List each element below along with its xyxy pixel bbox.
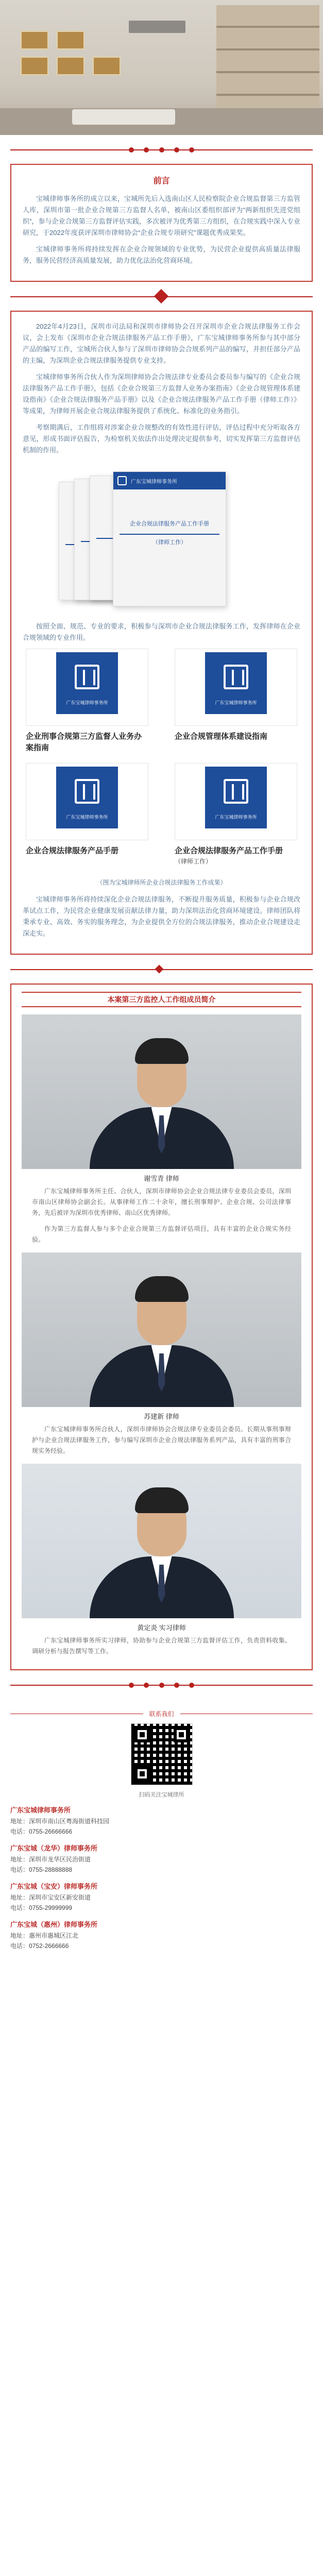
firm-logo-icon (224, 665, 248, 689)
intro-box (10, 164, 313, 282)
firm-logo-icon (117, 476, 127, 485)
cover-title: 企业合规管理体系建设指南 (175, 733, 268, 741)
office-phone[interactable]: 电话：0755-26666666 (10, 1828, 73, 1835)
office-address: 地址：深圳市宝安区新安街道 (10, 1894, 91, 1901)
display-shelf (216, 5, 319, 108)
award-plaque (93, 57, 121, 75)
office-entry (10, 1805, 313, 1837)
handbook-cover (175, 649, 297, 754)
handbook-covers-grid (23, 649, 300, 875)
handbook-cover (26, 649, 148, 754)
book-header: 广东宝城律师事务所 (131, 479, 177, 485)
member-name: 黄定炎 实习律师 (137, 1624, 186, 1632)
handbook-stack-photo (23, 461, 300, 616)
member-name: 谢雪青 律师 (144, 1175, 179, 1182)
qr-note: 扫码关注宝城律所 (139, 1792, 184, 1798)
qr-wrapper (0, 1723, 323, 1785)
member-bio: 作为第三方监督人参与多个企业合规第三方监督评估项目，具有丰富的企业合规实务经验。 (32, 1225, 291, 1243)
cover-subtitle: （律师工作） (175, 858, 212, 865)
body-paragraph: 宝城律师事务所将持续深化企业合规法律服务，不断提升服务质量，积极参与企业合规改革试点工作，为民营企业健康发展贡献法律力量，助力深圳法治化营商环境建设。律师团队将秉承专业、高效、务实的服务理念，为企业提供全方位的合规法律服务，推动企业合规建设走深走实。 (23, 895, 300, 937)
reception-desk (72, 109, 175, 125)
handbook-front-cover (113, 471, 226, 606)
cover-brand: 广东宝城律师事务所 (66, 815, 108, 820)
cover-title: 企业刑事合规第三方监督人业务办案指南 (26, 733, 142, 752)
office-entry (10, 1919, 313, 1951)
member-portrait (22, 1252, 301, 1407)
office-entry (10, 1881, 313, 1913)
intro-paragraph: 宝城律师事务所将持续发挥在企业合规领域的专业优势，为民营企业提供高质量法律服务，服务民营经济高质量发展，助力优化法治化营商环境。 (23, 245, 300, 264)
member-name: 苏建新 律师 (144, 1413, 179, 1420)
cover-title: 企业合规法律服务产品工作手册 (175, 847, 283, 855)
handbook-cover (175, 763, 297, 866)
office-name: 广东宝城（惠州）律师事务所 (10, 1921, 98, 1928)
contact-header (10, 1709, 313, 1718)
office-name: 广东宝城（龙华）律师事务所 (10, 1844, 98, 1852)
cover-brand: 广东宝城律师事务所 (66, 700, 108, 705)
member-portrait (22, 1014, 301, 1169)
office-phone[interactable]: 电话：0755-29999999 (10, 1904, 73, 1911)
firm-logo-icon (75, 665, 99, 689)
decorative-divider (0, 135, 323, 164)
office-address: 地址：深圳市龙华区民治街道 (10, 1856, 91, 1863)
compliance-work-box (10, 311, 313, 955)
body-paragraph: 按照全面、规范、专业的要求，积极参与深圳市企业合规法律服务工作，发挥律师在企业合规领域的专业作用。 (23, 622, 300, 641)
team-box (10, 984, 313, 1670)
decorative-divider (0, 1670, 323, 1699)
intro-paragraph: 宝城律师事务所的成立以来，宝城所先后入选南山区人民检察院企业合规监督第三方监管人库，深圳市第一批企业合规第三方监督人名单，被南山区委组织部评为“两新组织先进党组织”，参与企业合规第三方监督评估实践，多次被评为优秀第三方组织，在合规实践中深入专业研究，于2022年度获评深圳市律师协会“企业合规专项研究”课题优秀成果奖。 (23, 195, 300, 236)
office-entry (10, 1843, 313, 1875)
office-phone[interactable]: 电话：0752-2666666 (10, 1942, 69, 1950)
member-bio: 广东宝城律师事务所合伙人，深圳市律师协会合规法律专业委员会委员。长期从事刑事辩护与企业合规法律服务工作，参与编写深圳市企业合规法律服务系列产品，具有丰富的刑事合规实务经验。 (32, 1426, 291, 1454)
office-photo (0, 0, 323, 135)
contact-title: 联系我们 (149, 1710, 174, 1718)
cover-brand: 广东宝城律师事务所 (215, 815, 257, 820)
team-header: 本案第三方监控人工作组成员简介 (22, 992, 301, 1007)
book-title-line: （律师工作） (152, 539, 186, 546)
firm-logo-icon (224, 779, 248, 804)
award-plaque (57, 57, 84, 75)
decorative-divider (0, 282, 323, 311)
office-address: 地址：惠州市惠城区江北 (10, 1932, 79, 1939)
cover-brand: 广东宝城律师事务所 (215, 700, 257, 705)
handbook-cover (26, 763, 148, 866)
firm-wall-logo (129, 21, 185, 33)
decorative-divider (0, 955, 323, 984)
book-title-line: 企业合规法律服务产品工作手册 (130, 521, 209, 527)
cover-title: 企业合规法律服务产品手册 (26, 847, 119, 855)
member-bio: 广东宝城律师事务所主任、合伙人，深圳市律师协会企业合规法律专业委员会委员，深圳市南山区律师协会副会长。从事律师工作二十余年，擅长刑事辩护、企业合规、公司法律事务，先后被评为深圳市优秀律师、南山区优秀律师。 (32, 1188, 291, 1216)
member-bio: 广东宝城律师事务所实习律师，协助参与企业合规第三方监督评估工作，负责资料收集、调研分析与报告撰写等工作。 (32, 1637, 291, 1655)
body-paragraph: 宝城律师事务所合伙人作为深圳律师协会合规法律专业委员会委员参与编写的《企业合规法律服务产品工作手册》，包括《企业合规第三方监督人业务办案指南》《企业合规管理体系建设指南》《企业合规法律服务产品手册》以及《企业合规法律服务产品工作手册（律师工作）》等成果，为律师开展企业合规法律服务提供了系统化、标准化的业务指引。 (23, 373, 300, 415)
office-name: 广东宝城律师事务所 (10, 1806, 71, 1814)
covers-caption: （图为宝城律师所企业合规法律服务工作成果） (96, 879, 227, 886)
body-paragraph: 考察期满后，工作组将对涉案企业合规整改的有效性进行评估，评估过程中充分听取各方意见，形成书面评估报告，为检察机关依法作出处理决定提供参考，切实发挥第三方监督评估机制的作用。 (23, 423, 300, 454)
member-portrait (22, 1464, 301, 1618)
firm-logo-icon (75, 779, 99, 804)
body-paragraph: 2022年4月23日，深圳市司法局和深圳市律师协会召开深圳市企业合规法律服务工作会议，会上发布《深圳市企业合规法律服务产品工作手册》，广东宝城律师事务所参与其中部分产品的编写工作，宝城所合伙人参与了深圳市律师协会合规系列产品的编写，并担任部分产品的主编，为深圳企业合规法律服务提供专业支持。 (23, 323, 300, 364)
office-name: 广东宝城（宝安）律师事务所 (10, 1883, 98, 1890)
award-plaque (57, 31, 84, 49)
qr-code-icon[interactable] (131, 1723, 193, 1785)
award-plaque (21, 31, 48, 49)
office-phone[interactable]: 电话：0755-28888888 (10, 1866, 73, 1873)
intro-title: 前言 (153, 177, 170, 185)
office-address: 地址：深圳市南山区粤海街道科技园 (10, 1818, 110, 1825)
award-plaque (21, 57, 48, 75)
